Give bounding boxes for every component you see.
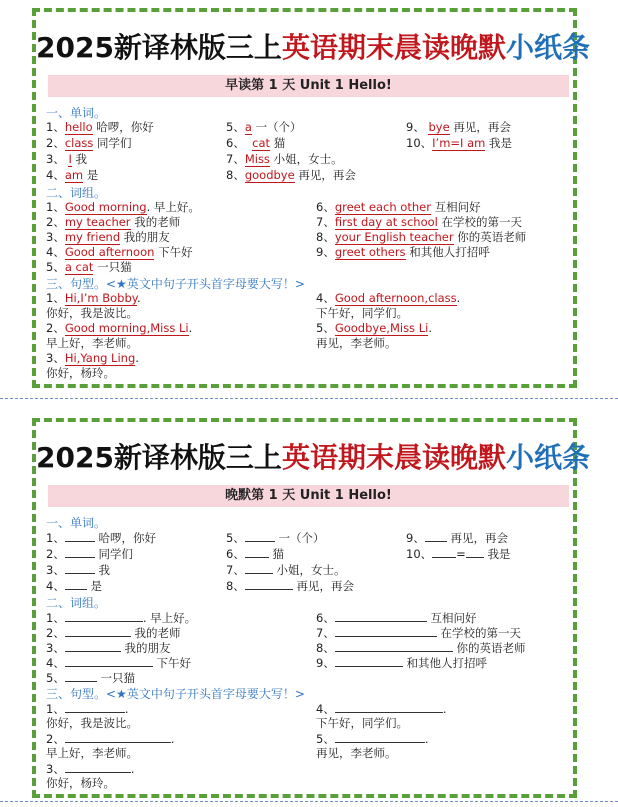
answer-blank[interactable]	[65, 578, 87, 590]
sentence-translation-5: 再见，李老师。	[316, 336, 397, 350]
answer-blank[interactable]	[245, 578, 293, 590]
word-blank-6: 6、 猫	[226, 547, 284, 561]
answer-blank[interactable]	[65, 562, 95, 574]
sentence-translation-3: 你好，杨玲。	[46, 366, 115, 380]
phrase-item-1: 1、Good morning. 早上好。	[46, 200, 200, 214]
title-part-3: 小纸条	[505, 31, 590, 64]
word-blank-10: 10、 = 我是	[406, 547, 511, 561]
phrase-item-9: 9、greet others 和其他人打招呼	[316, 245, 490, 259]
word-item-1: 1、hello 哈啰，你好	[46, 120, 154, 134]
phrase-blank-4: 4、 下午好	[46, 656, 191, 670]
phrase-item-6: 6、greet each other 互相问好	[316, 200, 481, 214]
morning-card	[32, 8, 590, 388]
phrase-blank-2: 2、 我的老师	[46, 626, 181, 640]
phrase-item-5: 5、a cat 一只猫	[46, 260, 132, 274]
sentence-translation-3: 你好，杨玲。	[46, 776, 115, 790]
word-item-6: 6、 cat 猫	[226, 136, 286, 150]
answer-blank[interactable]	[245, 530, 275, 542]
answer-blank[interactable]	[65, 530, 95, 542]
answer-blank[interactable]	[425, 530, 447, 542]
title-part-2: 英语期末晨读晚默	[281, 31, 506, 64]
word-item-9: 9、 bye 再见，再会	[406, 120, 511, 134]
word-item-2: 2、class 同学们	[46, 136, 132, 150]
sentence-blank-5: 5、 .	[316, 732, 429, 746]
answer-blank[interactable]	[335, 655, 403, 667]
cut-line-bottom	[0, 801, 618, 802]
evening-card	[32, 418, 590, 798]
sentence-translation-5: 再见，李老师。	[316, 746, 397, 760]
word-item-8: 8、goodbye 再见，再会	[226, 168, 356, 182]
card-title	[36, 436, 590, 476]
answer-blank[interactable]	[335, 701, 443, 713]
phrase-item-3: 3、my friend 我的朋友	[46, 230, 170, 244]
word-blank-7: 7、 小姐，女士。	[226, 563, 346, 577]
sentence-item-5: 5、Goodbye,Miss Li.	[316, 321, 432, 335]
answer-blank[interactable]	[65, 670, 97, 682]
answer-blank[interactable]	[245, 546, 269, 558]
word-blank-3: 3、 我	[46, 563, 110, 577]
title-part-3: 小纸条	[505, 441, 590, 474]
morning-header-bar: 早读第 1 天 Unit 1 Hello!	[48, 75, 569, 97]
word-item-3: 3、 I 我	[46, 152, 88, 166]
sentence-item-1: 1、Hi,I’m Bobby.	[46, 291, 141, 305]
section-sentences-heading: 三、句型。<★英文中句子开头首字母要大写！>	[46, 277, 305, 291]
answer-blank[interactable]	[245, 562, 273, 574]
word-blank-4: 4、 是	[46, 579, 102, 593]
word-blank-8: 8、 再见，再会	[226, 579, 354, 593]
sentence-blank-1: 1、 .	[46, 702, 129, 716]
title-part-2: 英语期末晨读晚默	[281, 441, 506, 474]
phrase-blank-6: 6、 互相问好	[316, 611, 477, 625]
sentence-item-3: 3、Hi,Yang Ling.	[46, 351, 139, 365]
sentence-item-2: 2、Good morning,Miss Li.	[46, 321, 193, 335]
word-item-7: 7、Miss 小姐，女士。	[226, 152, 343, 166]
evening-header-bar: 晚默第 1 天 Unit 1 Hello!	[48, 485, 569, 507]
sentence-translation-1: 你好，我是波比。	[46, 306, 138, 320]
answer-blank[interactable]	[335, 610, 427, 622]
answer-blank[interactable]	[65, 761, 131, 773]
phrase-blank-3: 3、 我的朋友	[46, 641, 171, 655]
answer-blank[interactable]	[65, 546, 95, 558]
section-words-heading: 一、单词。	[46, 516, 107, 530]
section-words-heading: 一、单词。	[46, 106, 107, 120]
sentence-translation-2: 早上好，李老师。	[46, 336, 138, 350]
word-blank-5: 5、 一（个）	[226, 531, 325, 545]
phrase-item-4: 4、Good afternoon 下午好	[46, 245, 193, 259]
word-item-10: 10、I’m=I am 我是	[406, 136, 512, 150]
sentence-translation-4: 下午好，同学们。	[316, 306, 408, 320]
card-title	[36, 26, 590, 66]
sentence-translation-2: 早上好，李老师。	[46, 746, 138, 760]
phrase-blank-1: 1、 . 早上好。	[46, 611, 197, 625]
answer-blank[interactable]	[65, 625, 131, 637]
word-item-5: 5、a 一（个）	[226, 120, 302, 134]
sentence-blank-3: 3、 .	[46, 762, 135, 776]
sentence-translation-4: 下午好，同学们。	[316, 716, 408, 730]
word-blank-9: 9、 再见，再会	[406, 531, 508, 545]
sentence-blank-2: 2、 .	[46, 732, 175, 746]
answer-blank[interactable]	[335, 640, 453, 652]
phrase-blank-7: 7、 在学校的第一天	[316, 626, 521, 640]
phrase-item-8: 8、your English teacher 你的英语老师	[316, 230, 527, 244]
sentence-item-4: 4、Good afternoon,class.	[316, 291, 461, 305]
phrase-blank-9: 9、 和其他人打招呼	[316, 656, 487, 670]
word-blank-2: 2、 同学们	[46, 547, 133, 561]
section-phrases-heading: 二、词组。	[46, 186, 107, 200]
answer-blank[interactable]	[335, 731, 425, 743]
answer-blank[interactable]	[432, 546, 456, 558]
answer-blank[interactable]	[65, 731, 171, 743]
cut-line	[0, 398, 618, 399]
answer-blank[interactable]	[65, 640, 121, 652]
sentence-translation-1: 你好，我是波比。	[46, 716, 138, 730]
phrase-item-2: 2、my teacher 我的老师	[46, 215, 181, 229]
answer-blank[interactable]	[65, 610, 143, 622]
word-item-4: 4、am 是	[46, 168, 99, 182]
answer-blank[interactable]	[65, 655, 153, 667]
section-sentences-heading: 三、句型。<★英文中句子开头首字母要大写！>	[46, 687, 305, 701]
answer-blank[interactable]	[466, 546, 484, 558]
sentence-blank-4: 4、 .	[316, 702, 447, 716]
title-part-1: 2025新译林版三上	[36, 31, 282, 64]
phrase-blank-8: 8、 你的英语老师	[316, 641, 526, 655]
section-phrases-heading: 二、词组。	[46, 596, 107, 610]
title-part-1: 2025新译林版三上	[36, 441, 282, 474]
phrase-item-7: 7、first day at school 在学校的第一天	[316, 215, 523, 229]
word-blank-1: 1、 哈啰，你好	[46, 531, 156, 545]
phrase-blank-5: 5、 一只猫	[46, 671, 135, 685]
answer-blank[interactable]	[335, 625, 437, 637]
answer-blank[interactable]	[65, 701, 125, 713]
